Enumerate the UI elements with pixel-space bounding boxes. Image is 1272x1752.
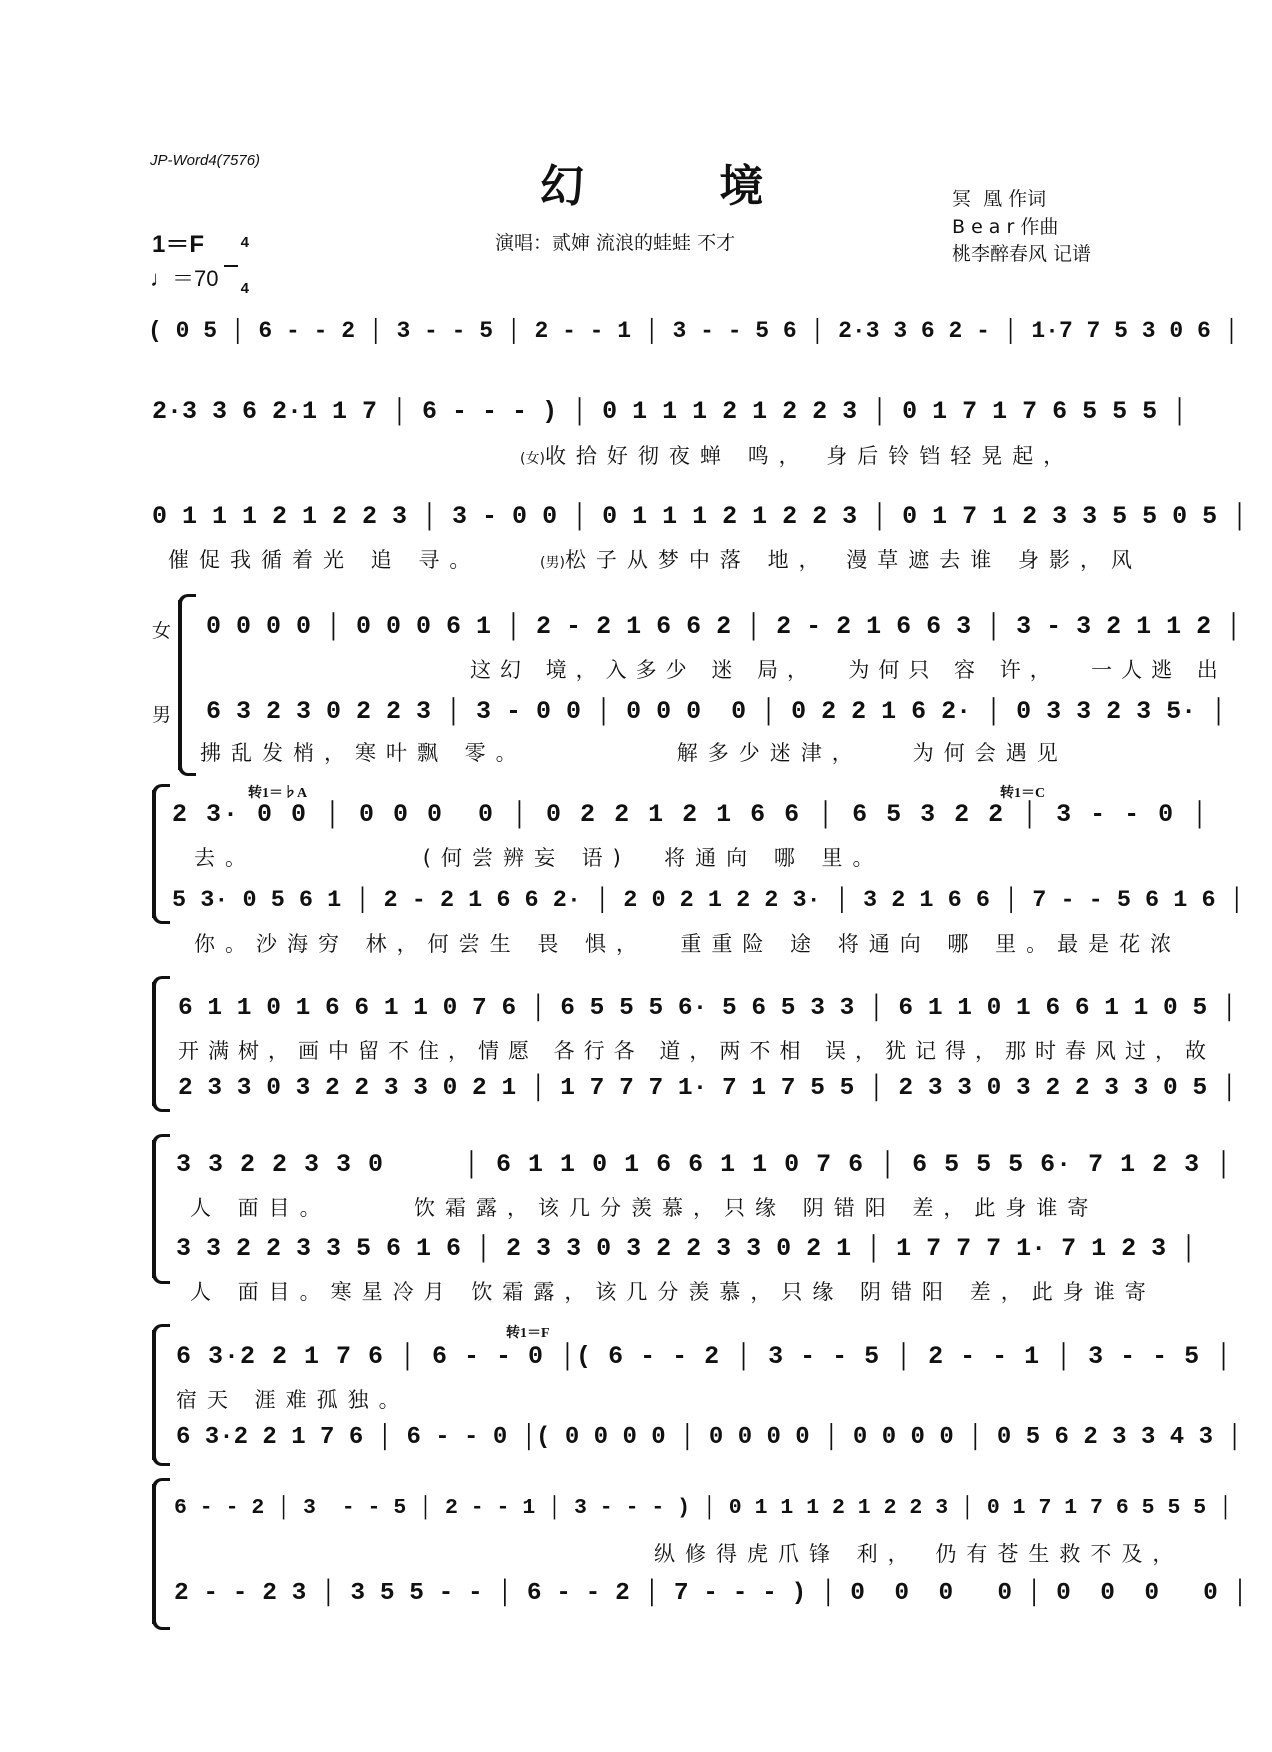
female-notes-6: 6 - - 2 │ 3 - - 5 │ 2 - - 1 │ 3 - - - ) │ 0 1 1 1 2 1 2 2 3 │ 0 1 7 1 7 6 5 5 5 │ — [174, 1496, 1232, 1520]
female-lyric-4: 人 面目。 饮霜露，该几分羡慕，只缘 阴错阳 差，此身谁寄 — [190, 1196, 1099, 1220]
female-notes-2: 2 3· 0 0 │ 0 0 0 0 │ 0 2 2 1 2 1 6 6 │ 6 5 3 2 2 │ 3 - - 0 │ — [172, 800, 1210, 829]
modulation-f: 转1＝F — [506, 1326, 550, 1341]
part-label-male: 男 — [152, 704, 172, 726]
male-notes-5: 6 3·2 2 1 7 6 │ 6 - - 0 │( 0 0 0 0 │ 0 0 0 0 │ 0 0 0 0 │ 0 5 6 2 3 3 4 3 │ — [176, 1424, 1242, 1451]
male-notes-6: 2 - - 2 3 │ 3 5 5 - - │ 6 - - 2 │ 7 - - - ) │ 0 0 0 0 │ 0 0 0 0 │ — [174, 1580, 1248, 1607]
notation-line-2: 2·3 3 6 2·1 1 7 │ 6 - - - ) │ 0 1 1 1 2 1 2 2 3 │ 0 1 7 1 7 6 5 5 5 │ — [152, 397, 1188, 426]
system-brace-6 — [152, 1484, 156, 1624]
tempo-marking — [150, 262, 218, 293]
female-lyric-6: 纵修得虎爪锋 利， 仍有苍生救不及， — [654, 1542, 1184, 1566]
system-brace-3 — [152, 982, 156, 1106]
composer-credit: B e a r 作曲 — [952, 216, 1059, 238]
lyric-line-3b — [540, 544, 1142, 574]
transcriber-credit: 桃李醉春风 记谱 — [952, 243, 1092, 265]
modulation-c: 转1＝C — [1000, 786, 1046, 801]
female-notes-3: 6 1 1 0 1 6 6 1 1 0 7 6 │ 6 5 5 5 6· 5 6 5 3 3 │ 6 1 1 0 1 6 6 1 1 0 5 │ — [178, 995, 1237, 1022]
female-notes-5: 6 3·2 2 1 7 6 │ 6 - - 0 │( 6 - - 2 │ 3 - - 5 │ 2 - - 1 │ 3 - - 5 │ — [176, 1342, 1233, 1371]
female-notes-4: 3 3 2 2 3 3 0 │ 6 1 1 0 1 6 6 1 1 0 7 6 │ 6 5 5 5 6· 7 1 2 3 │ — [176, 1150, 1233, 1179]
quarter-note-icon: ♩ — [150, 266, 172, 291]
male-notes-4: 3 3 2 2 3 3 5 6 1 6 │ 2 3 3 0 3 2 2 3 3 0 2 1 │ 1 7 7 7 1· 7 1 2 3 │ — [176, 1234, 1197, 1263]
modulation-ab: 转1＝♭A — [248, 786, 308, 801]
lyric-text-3b: 松子从梦中落 地， 漫草遮去谁 身影，风 — [564, 548, 1142, 572]
time-top: 4 — [240, 234, 250, 251]
time-bottom: 4 — [240, 280, 250, 297]
notation-line-1: ( 0 5 │ 6 - - 2 │ 3 - - 5 │ 2 - - 1 │ 3 - - 5 6 │ 2·3 3 6 2 - │ 1·7 7 5 3 0 6 │ — [148, 318, 1239, 344]
system-brace-5 — [152, 1330, 156, 1460]
female-lyric-5: 宿天 涯难孤独。 — [176, 1388, 410, 1412]
lyricist-credit: 冥 凰 作词 — [952, 188, 1047, 210]
male-notes-3: 2 3 3 0 3 2 2 3 3 0 2 1 │ 1 7 7 7 1· 7 1 7 5 5 │ 2 3 3 0 3 2 2 3 3 0 5 │ — [178, 1075, 1237, 1102]
male-notes-1: 6 3 2 3 0 2 2 3 │ 3 - 0 0 │ 0 0 0 0 │ 0 2 2 1 6 2· │ 0 3 3 2 3 5· │ — [206, 697, 1227, 726]
lyric-line-2 — [520, 440, 1074, 470]
tempo-value: ＝70 — [172, 266, 219, 291]
singers: 演唱：贰婶 流浪的蛙蛙 不才 — [495, 232, 736, 254]
system-brace-2 — [152, 790, 156, 918]
lyric-tag-male: (男) — [540, 555, 565, 571]
system-brace-1 — [178, 600, 182, 770]
time-signature — [224, 222, 249, 310]
key-signature: 1＝F — [152, 231, 205, 258]
female-notes-1: 0 0 0 0 │ 0 0 0 6 1 │ 2 - 2 1 6 6 2 │ 2 - 2 1 6 6 3 │ 3 - 3 2 1 1 2 │ — [206, 612, 1242, 641]
female-lyric-1: 这幻 境，入多少 迷 局， 为何只 容 许， 一人逃 出 — [470, 658, 1227, 682]
system-brace-4 — [152, 1140, 156, 1278]
lyric-tag-female: (女) — [520, 451, 545, 467]
male-lyric-4: 人 面目。寒星冷月 饮霜露，该几分羡慕，只缘 阴错阳 差，此身谁寄 — [190, 1280, 1156, 1304]
male-lyric-1: 拂乱发梢，寒叶飘 零。 解多少迷津， 为何会遇见 — [200, 741, 1068, 765]
male-notes-2: 5 3· 0 5 6 1 │ 2 - 2 1 6 6 2· │ 2 0 2 1 2 2 3· │ 3 2 1 6 6 │ 7 - - 5 6 1 6 │ — [172, 887, 1244, 914]
source-tag: JP-Word4(7576) — [150, 152, 261, 169]
lyric-line-3a: 催促我循着光 追 寻。 — [168, 548, 481, 572]
male-lyric-2: 你。沙海穷 林，何尝生 畏 惧， 重重险 途 将通向 哪 里。最是花浓 — [194, 932, 1182, 956]
female-lyric-2: 去。 (何尝辨妄 语) 将通向 哪 里。 — [194, 846, 884, 870]
notation-line-3: 0 1 1 1 2 1 2 2 3 │ 3 - 0 0 │ 0 1 1 1 2 1 2 2 3 │ 0 1 7 1 2 3 3 5 5 0 5 │ — [152, 502, 1248, 531]
part-label-female: 女 — [152, 620, 172, 642]
female-lyric-3: 开满树，画中留不住，情愿 各行各 道，两不相 误，犹记得，那时春风过，故 — [178, 1039, 1216, 1063]
lyric-text-2: 收拾好彻夜蝉 鸣， 身后铃铛轻晃起， — [544, 444, 1075, 468]
song-title: 幻 境 — [540, 161, 824, 212]
